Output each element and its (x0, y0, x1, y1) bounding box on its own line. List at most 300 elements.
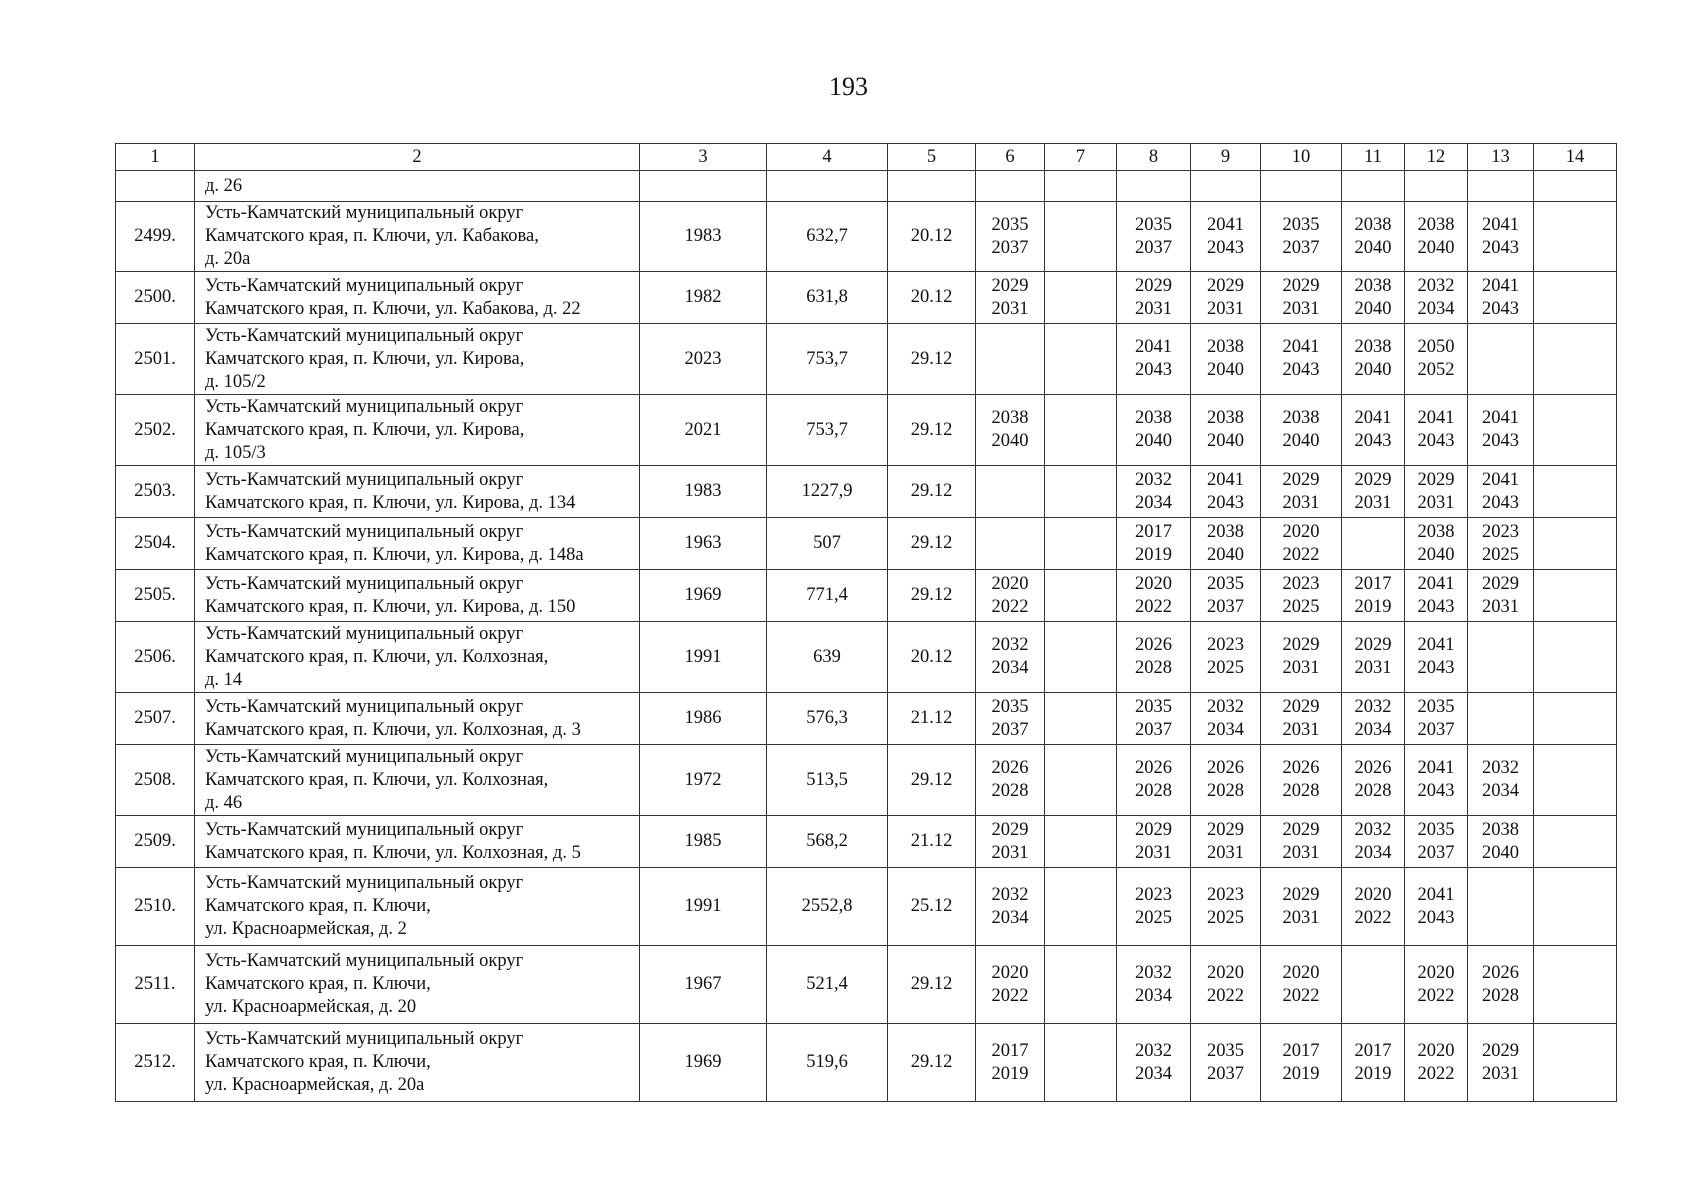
year-value: 2031 (1282, 658, 1320, 678)
year-range (1482, 521, 1519, 567)
year-value: 2029 (1282, 635, 1320, 655)
year-range (992, 884, 1029, 930)
period-cell-c14 (1534, 1024, 1617, 1102)
year-value: 2040 (1282, 431, 1320, 451)
address-cell (195, 622, 640, 693)
year-value: 2023 (1135, 884, 1172, 905)
period-cell-c7 (1045, 570, 1117, 622)
table-row (116, 946, 1617, 1024)
year-value: 2031 (1282, 719, 1320, 740)
area-cell: 1227,9 (767, 466, 888, 518)
column-header-5: 5 (888, 144, 976, 171)
year-value: 2041 (1417, 573, 1455, 594)
year-range (1135, 696, 1172, 742)
period-cell-c7 (1045, 1024, 1117, 1102)
year-value: 2025 (1135, 907, 1172, 928)
address-line: Камчатского края, п. Ключи, (205, 896, 431, 916)
year-value: 2034 (991, 658, 1029, 678)
year-value: 2041 (1482, 469, 1519, 490)
year-value: 2035 (991, 696, 1029, 717)
year-value: 2020 (1282, 521, 1320, 542)
period-cell-c6 (976, 570, 1045, 622)
year-value: 2022 (1207, 985, 1244, 1006)
table-row (116, 868, 1617, 946)
area-cell: 632,7 (767, 202, 888, 272)
period-cell-c10 (1261, 466, 1342, 518)
column-header-12: 12 (1405, 144, 1468, 171)
year-range (1135, 1040, 1172, 1086)
period-cell-c6 (976, 466, 1045, 518)
period-cell-c7 (1045, 466, 1117, 518)
date-cell: 29.12 (888, 745, 976, 816)
period-cell-c9 (1191, 946, 1261, 1024)
table-row (116, 745, 1617, 816)
period-cell-c7 (1045, 693, 1117, 745)
period-cell-c6 (976, 272, 1045, 324)
year-value: 2025 (1207, 658, 1244, 678)
row-number-cell: 2504. (116, 518, 195, 570)
year-range (1283, 819, 1320, 865)
year-range (1207, 884, 1244, 930)
row-number-cell: 2507. (116, 693, 195, 745)
column-header-2: 2 (195, 144, 640, 171)
year-range (1355, 884, 1392, 930)
year-range (1135, 884, 1172, 930)
year-value: 2040 (1417, 237, 1455, 258)
address-line: Камчатского края, п. Ключи, ул. Кирова, д. 134 (205, 492, 576, 513)
year-value: 2038 (1417, 214, 1455, 235)
period-cell-c12 (1405, 868, 1468, 946)
column-header-4: 4 (767, 144, 888, 171)
period-cell-c8 (1117, 816, 1191, 868)
year-range (1207, 469, 1244, 515)
year-range (1283, 521, 1320, 567)
year-value: 2032 (1135, 962, 1172, 983)
period-cell-c7 (1045, 622, 1117, 693)
period-cell-c8 (1117, 518, 1191, 570)
year-value: 2031 (1282, 492, 1320, 513)
year-value: 2032 (1207, 696, 1244, 717)
period-cell-c6 (976, 1024, 1045, 1102)
period-cell-c8 (1117, 622, 1191, 693)
year-value: 2023 (1282, 573, 1320, 594)
area-cell: 576,3 (767, 693, 888, 745)
year-value: 2038 (1282, 408, 1320, 428)
period-cell-c6 (976, 745, 1045, 816)
year-value: 2041 (1482, 214, 1519, 235)
period-cell-c14 (1534, 466, 1617, 518)
period-cell-c7 (1045, 946, 1117, 1024)
year-value: 2035 (1207, 1040, 1244, 1061)
year-range (1135, 521, 1172, 567)
year-value: 2032 (991, 635, 1029, 655)
address-line: д. 105/2 (205, 371, 266, 392)
year-value: 2017 (1354, 573, 1392, 594)
year-range (1418, 1040, 1455, 1086)
year-value: 2041 (1282, 337, 1320, 357)
address-line: д. 105/3 (205, 442, 266, 463)
year-range (1482, 1040, 1519, 1086)
year-value: 2029 (1135, 275, 1172, 296)
period-cell-c10 (1261, 946, 1342, 1024)
area-cell: 513,5 (767, 745, 888, 816)
period-cell-c7 (1045, 272, 1117, 324)
year-range (1418, 634, 1455, 680)
year-value: 2035 (1417, 696, 1455, 717)
column-header-9: 9 (1191, 144, 1261, 171)
year-range (1135, 469, 1172, 515)
year-range (1418, 407, 1455, 453)
table-row (116, 324, 1617, 395)
year-range (992, 634, 1029, 680)
year-range (1207, 634, 1244, 680)
address-line: ул. Красноармейская, д. 20 (205, 997, 417, 1017)
year-value: 2040 (991, 431, 1029, 451)
year-value: 2043 (1482, 492, 1519, 513)
year-value: 2032 (1354, 696, 1392, 717)
period-cell-c12 (1405, 272, 1468, 324)
period-cell-c9 (1191, 1024, 1261, 1102)
address-line: Усть-Камчатский муниципальный округ (205, 521, 524, 542)
address-line: Усть-Камчатский муниципальный округ (205, 873, 524, 893)
period-cell-c14 (1534, 395, 1617, 466)
row-number-cell: 2510. (116, 868, 195, 946)
row-number-cell: 2511. (116, 946, 195, 1024)
column-header-14: 14 (1534, 144, 1617, 171)
year-range (1418, 884, 1455, 930)
year-value: 2019 (1354, 1063, 1392, 1084)
date-cell: 25.12 (888, 868, 976, 946)
year-value: 2037 (991, 719, 1029, 740)
year-range (1283, 469, 1320, 515)
period-cell-c14 (1534, 622, 1617, 693)
period-cell-c7 (1045, 868, 1117, 946)
year-value: 2043 (1417, 658, 1455, 678)
year-value: 2028 (1207, 781, 1244, 801)
year-value: 2026 (1354, 758, 1392, 778)
period-cell-c13 (1468, 868, 1534, 946)
address-line: Камчатского края, п. Ключи, ул. Кирова, д. 148а (205, 544, 584, 565)
date-cell: 29.12 (888, 570, 976, 622)
year-value: 2025 (1482, 544, 1519, 565)
year-value: 2037 (1135, 719, 1172, 740)
year-value: 2040 (1417, 544, 1455, 565)
year-range (992, 407, 1029, 453)
period-cell-c10 (1261, 745, 1342, 816)
row-number-cell: 2502. (116, 395, 195, 466)
year-value: 2017 (1282, 1040, 1320, 1061)
table-row (116, 1024, 1617, 1102)
year-value: 2034 (1354, 719, 1392, 740)
period-cell-c12 (1405, 395, 1468, 466)
year-value: 2029 (1417, 469, 1455, 490)
address-line: Камчатского края, п. Ключи, ул. Колхозная, (205, 646, 549, 667)
address-cell (195, 1024, 640, 1102)
year-range (1283, 757, 1320, 803)
table-row (116, 570, 1617, 622)
area-cell: 753,7 (767, 324, 888, 395)
period-cell-c14 (1534, 518, 1617, 570)
year-value: 2025 (1282, 596, 1320, 617)
date-cell: 29.12 (888, 466, 976, 518)
address-line: ул. Красноармейская, д. 20а (205, 1075, 425, 1095)
year-range (1283, 1040, 1320, 1086)
year-value: 2029 (1135, 819, 1172, 840)
build-year-cell: 1991 (640, 868, 767, 946)
year-value: 2038 (1207, 408, 1244, 428)
year-value: 2028 (1135, 658, 1172, 678)
period-cell-c14 (1534, 745, 1617, 816)
year-range (992, 819, 1029, 865)
year-range (1355, 819, 1392, 865)
table-row (116, 202, 1617, 272)
address-line: Усть-Камчатский муниципальный округ (205, 819, 524, 840)
year-value: 2041 (1417, 758, 1455, 778)
address-cell (195, 466, 640, 518)
year-value: 2028 (1282, 781, 1320, 801)
address-cell (195, 868, 640, 946)
column-header-7: 7 (1045, 144, 1117, 171)
year-value: 2028 (1354, 781, 1392, 801)
date-cell: 29.12 (888, 518, 976, 570)
year-range (1135, 407, 1172, 453)
year-value: 2043 (1417, 907, 1455, 928)
address-line: Камчатского края, п. Ключи, ул. Кирова, (205, 348, 525, 369)
year-range (1135, 275, 1172, 321)
year-range (1283, 962, 1320, 1008)
year-value: 2037 (1135, 237, 1172, 258)
year-value: 2020 (1417, 1040, 1455, 1061)
year-value: 2038 (1482, 819, 1519, 840)
period-cell-c9 (1191, 466, 1261, 518)
address-line: Усть-Камчатский муниципальный округ (205, 951, 524, 971)
year-value: 2029 (1282, 275, 1320, 296)
year-value: 2022 (1282, 985, 1320, 1006)
year-range (1135, 962, 1172, 1008)
year-value: 2032 (1354, 819, 1392, 840)
year-value: 2038 (1354, 337, 1392, 357)
period-cell-c12 (1405, 946, 1468, 1024)
year-range (1418, 521, 1455, 567)
year-range (1418, 214, 1455, 260)
date-cell: 21.12 (888, 693, 976, 745)
year-range (992, 573, 1029, 619)
year-range (1207, 696, 1244, 742)
year-value: 2037 (991, 237, 1029, 258)
year-value: 2020 (1135, 573, 1172, 594)
year-value: 2017 (1135, 521, 1172, 542)
year-value: 2019 (1282, 1063, 1320, 1084)
period-cell-c13 (1468, 202, 1534, 272)
address-line: Камчатского края, п. Ключи, ул. Кирова, (205, 419, 525, 440)
address-cell (195, 946, 640, 1024)
year-range (992, 275, 1029, 321)
build-year-cell: 2023 (640, 324, 767, 395)
area-cell: 521,4 (767, 946, 888, 1024)
year-range (992, 1040, 1029, 1086)
address-cell (195, 324, 640, 395)
period-cell-c12 (1405, 466, 1468, 518)
year-value: 2022 (1354, 907, 1392, 928)
row-number-cell: 2505. (116, 570, 195, 622)
address-cell (195, 272, 640, 324)
year-value: 2031 (1207, 842, 1244, 863)
period-cell-c9 (1191, 622, 1261, 693)
period-cell-c6 (976, 202, 1045, 272)
year-range (1418, 275, 1455, 321)
year-value: 2040 (1207, 360, 1244, 380)
year-range (1482, 962, 1519, 1008)
year-value: 2020 (1207, 962, 1244, 983)
date-cell: 21.12 (888, 816, 976, 868)
year-range (1135, 819, 1172, 865)
year-value: 2035 (1207, 573, 1244, 594)
date-cell: 29.12 (888, 946, 976, 1024)
period-cell-c8 (1117, 272, 1191, 324)
period-cell-c7 (1045, 395, 1117, 466)
year-value: 2032 (991, 884, 1029, 905)
period-cell-c10 (1261, 868, 1342, 946)
period-cell-c14 (1534, 570, 1617, 622)
period-cell-c9 (1191, 272, 1261, 324)
year-range (1283, 884, 1320, 930)
period-cell-c10 (1261, 816, 1342, 868)
column-header-11: 11 (1342, 144, 1405, 171)
year-value: 2035 (991, 214, 1029, 235)
year-value: 2031 (991, 842, 1029, 863)
continuation-row (116, 171, 1617, 202)
page-number: 193 (829, 72, 868, 101)
period-cell-c6 (976, 693, 1045, 745)
year-value: 2031 (1282, 907, 1320, 928)
year-value: 2020 (1417, 962, 1455, 983)
period-cell-c9 (1191, 693, 1261, 745)
period-cell-c11 (1342, 395, 1405, 466)
period-cell-c12 (1405, 518, 1468, 570)
period-cell-c12 (1405, 745, 1468, 816)
year-range (1207, 336, 1244, 382)
year-value: 2038 (1417, 521, 1455, 542)
period-cell-c10 (1261, 1024, 1342, 1102)
row-number-cell: 2500. (116, 272, 195, 324)
row-number-cell: 2506. (116, 622, 195, 693)
year-value: 2028 (1482, 985, 1519, 1006)
address-line: Усть-Камчатский муниципальный округ (205, 325, 524, 346)
continuation-num-cell (116, 171, 195, 202)
period-cell-c11 (1342, 946, 1405, 1024)
year-range (1418, 336, 1455, 382)
year-value: 2026 (1282, 758, 1320, 778)
year-value: 2031 (1482, 1063, 1519, 1084)
period-cell-c13 (1468, 1024, 1534, 1102)
year-value: 2022 (1417, 1063, 1455, 1084)
year-value: 2022 (1417, 985, 1455, 1006)
period-cell-c6 (976, 395, 1045, 466)
period-cell-c13 (1468, 622, 1534, 693)
period-cell-c6 (976, 622, 1045, 693)
address-cell (195, 816, 640, 868)
year-value: 2019 (991, 1063, 1029, 1084)
year-value: 2038 (991, 408, 1029, 428)
year-range (992, 757, 1029, 803)
year-value: 2040 (1135, 431, 1172, 451)
year-range (1355, 757, 1392, 803)
address-cell (195, 745, 640, 816)
year-range (1207, 214, 1244, 260)
year-range (1355, 1040, 1392, 1086)
build-year-cell: 1969 (640, 570, 767, 622)
address-line: Камчатского края, п. Ключи, ул. Колхозная, д. 3 (205, 719, 581, 740)
year-range (1135, 214, 1172, 260)
year-range (1482, 757, 1519, 803)
year-range (1418, 573, 1455, 619)
year-range (1207, 962, 1244, 1008)
period-cell-c11 (1342, 202, 1405, 272)
year-value: 2043 (1135, 360, 1172, 380)
period-cell-c13 (1468, 518, 1534, 570)
address-cell (195, 518, 640, 570)
year-range (1283, 336, 1320, 382)
year-value: 2034 (1482, 781, 1519, 801)
area-cell: 771,4 (767, 570, 888, 622)
year-value: 2022 (991, 596, 1029, 617)
period-cell-c11 (1342, 622, 1405, 693)
year-range (992, 214, 1029, 260)
year-range (1355, 469, 1392, 515)
year-value: 2022 (1135, 596, 1172, 617)
year-value: 2040 (1354, 360, 1392, 380)
period-cell-c11 (1342, 816, 1405, 868)
period-cell-c6 (976, 324, 1045, 395)
table-row (116, 466, 1617, 518)
period-cell-c12 (1405, 816, 1468, 868)
year-range (1418, 696, 1455, 742)
period-cell-c13 (1468, 272, 1534, 324)
year-value: 2043 (1417, 596, 1455, 617)
period-cell-c10 (1261, 518, 1342, 570)
period-cell-c13 (1468, 395, 1534, 466)
period-cell-c8 (1117, 868, 1191, 946)
build-year-cell: 1972 (640, 745, 767, 816)
year-value: 2034 (1135, 985, 1172, 1006)
year-value: 2025 (1207, 907, 1244, 928)
year-value: 2041 (1482, 275, 1519, 296)
year-range (1418, 757, 1455, 803)
year-value: 2022 (991, 985, 1029, 1006)
address-line: Усть-Камчатский муниципальный округ (205, 623, 524, 644)
year-value: 2043 (1417, 431, 1455, 451)
year-value: 2032 (1135, 1040, 1172, 1061)
period-cell-c12 (1405, 570, 1468, 622)
period-cell-c8 (1117, 324, 1191, 395)
year-value: 2026 (1135, 635, 1172, 655)
year-range (992, 696, 1029, 742)
date-cell: 29.12 (888, 395, 976, 466)
year-range (1283, 634, 1320, 680)
year-value: 2026 (1207, 758, 1244, 778)
address-line: д. 20а (205, 249, 251, 269)
year-range (1482, 469, 1519, 515)
table-row (116, 272, 1617, 324)
date-cell: 20.12 (888, 202, 976, 272)
year-range (1283, 214, 1320, 260)
continuation-address-cell: д. 26 (195, 171, 640, 202)
period-cell-c13 (1468, 466, 1534, 518)
build-year-cell: 1991 (640, 622, 767, 693)
year-range (1355, 634, 1392, 680)
year-value: 2029 (1354, 469, 1392, 490)
period-cell-c13 (1468, 693, 1534, 745)
